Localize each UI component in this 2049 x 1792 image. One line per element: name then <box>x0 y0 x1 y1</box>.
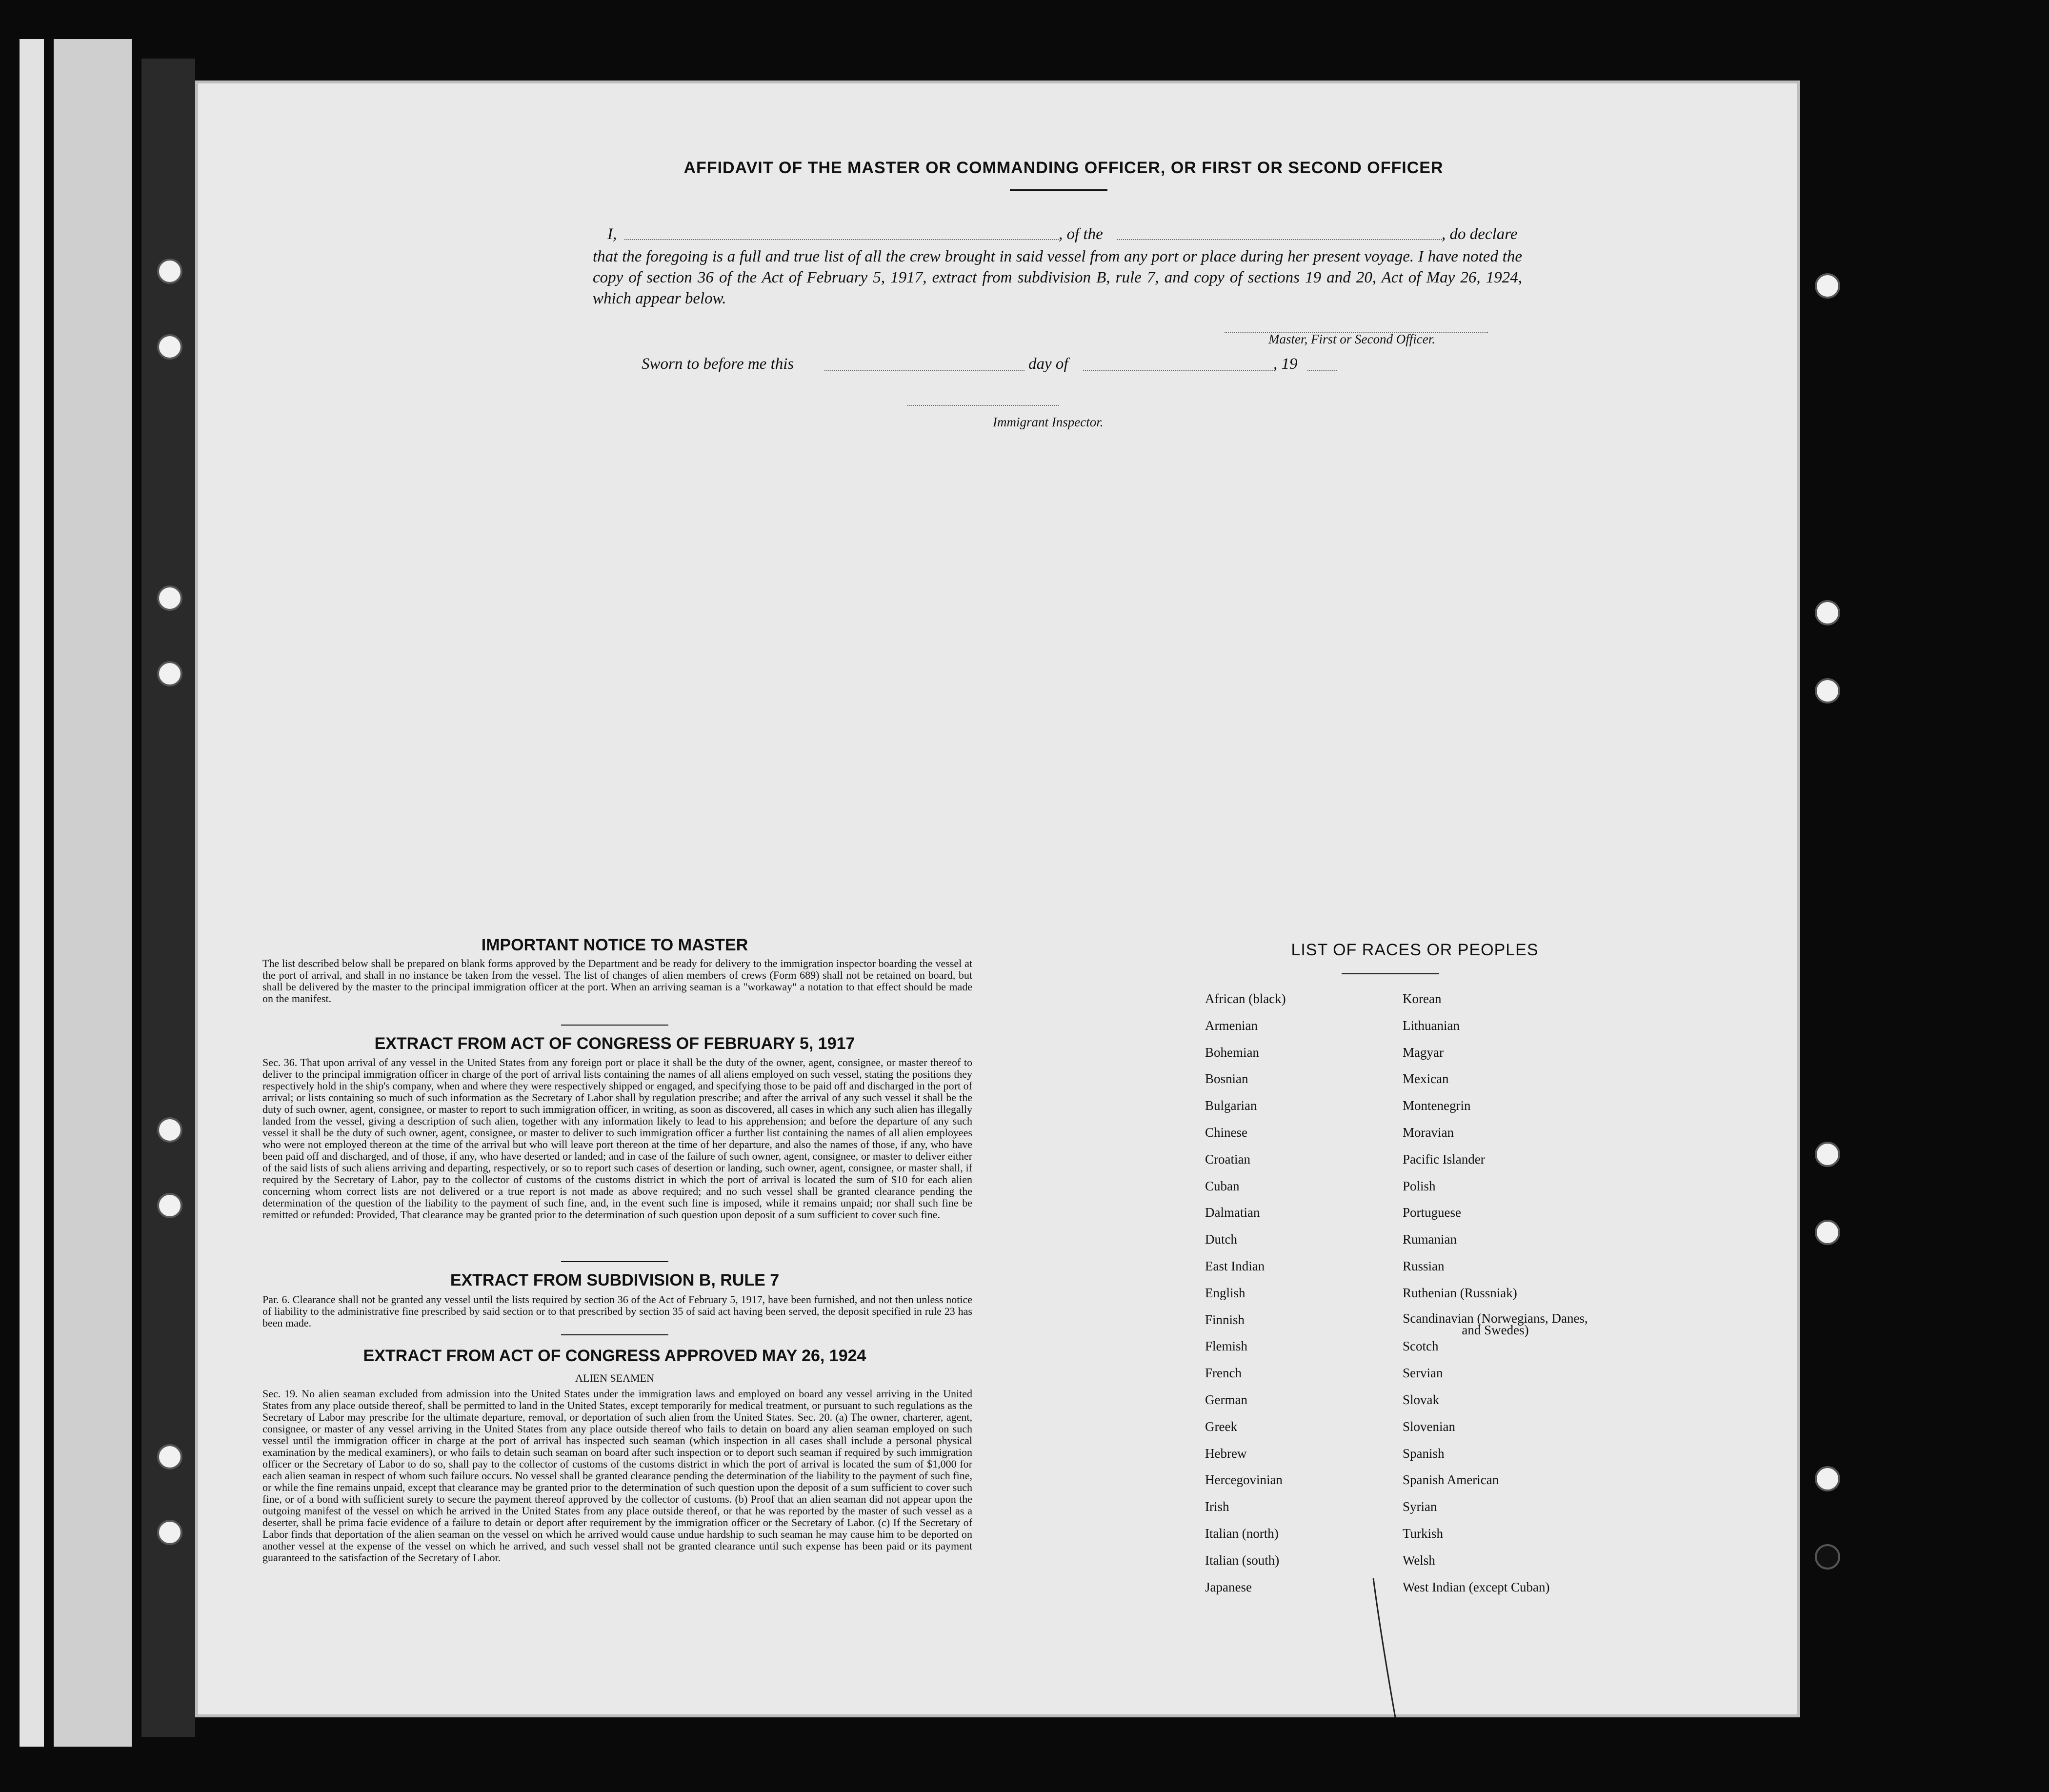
race-item: Finnish <box>1205 1312 1245 1327</box>
notice-text: The list described below shall be prepared on blank forms approved by the Department and be ready for delivery to the immigration inspector boarding the vessel at the port of arrival, and shall in no instance be taken from the vessel. The list of changes of alien members of crews (Form 689) shall not be retained on board, but shall be delivered by the master to the principal immigration officer at the port. When an arriving seaman is a "workaway" a notation to that effect should be made on the manifest. <box>262 957 972 1005</box>
race-item: Slovenian <box>1403 1419 1455 1434</box>
race-item: Italian (north) <box>1205 1526 1279 1541</box>
punch-hole <box>1815 1142 1840 1167</box>
race-item: English <box>1205 1285 1245 1300</box>
race-item: Korean <box>1403 991 1442 1006</box>
punch-hole <box>157 1444 182 1470</box>
race-item: Turkish <box>1403 1526 1444 1541</box>
race-item: Flemish <box>1205 1339 1248 1354</box>
master-label: Master, First or Second Officer. <box>1268 332 1435 346</box>
punch-hole <box>157 1193 182 1218</box>
race-item: German <box>1205 1392 1247 1407</box>
notice-title: IMPORTANT NOTICE TO MASTER <box>481 936 748 954</box>
race-item: Servian <box>1403 1366 1443 1381</box>
race-item: Mexican <box>1403 1071 1449 1087</box>
race-item: Lithuanian <box>1403 1018 1460 1033</box>
race-item: Irish <box>1205 1499 1229 1514</box>
punch-hole <box>1815 1220 1840 1245</box>
binder-edge-left <box>20 39 44 1747</box>
punch-hole <box>1815 678 1840 704</box>
race-item: West Indian (except Cuban) <box>1403 1579 1550 1594</box>
affidavit-of-the: , of the <box>1059 225 1103 243</box>
day-of-text: day of <box>1028 355 1068 373</box>
race-item: Scandinavian (Norwegians, Danes, and Swedes) <box>1403 1310 1588 1337</box>
race-item: Syrian <box>1403 1499 1437 1514</box>
race-item: Scotch <box>1403 1339 1439 1354</box>
rule7-rule <box>561 1334 668 1335</box>
race-item: Portuguese <box>1403 1205 1461 1220</box>
affidavit-do-declare: , do declare <box>1442 225 1518 243</box>
binder-edge-stack <box>54 39 132 1747</box>
punch-hole <box>1815 600 1840 625</box>
affidavit-i: I, <box>607 225 617 243</box>
affidavit-title: AFFIDAVIT OF THE MASTER OR COMMANDING OFFICER, OR FIRST OR SECOND OFFICER <box>683 159 1444 177</box>
extract-1917-title: EXTRACT FROM ACT OF CONGRESS OF FEBRUARY 5, 1917 <box>374 1034 855 1053</box>
races-rule <box>1342 973 1439 974</box>
punch-hole <box>1815 1544 1840 1570</box>
punch-hole <box>157 334 182 360</box>
pen-stroke <box>1371 1576 1400 1722</box>
race-item: Slovak <box>1403 1392 1440 1407</box>
alien-seamen-subtitle: ALIEN SEAMEN <box>575 1372 654 1384</box>
race-item: African (black) <box>1205 991 1286 1006</box>
race-item: Croatian <box>1205 1151 1250 1167</box>
race-item: Bulgarian <box>1205 1098 1257 1113</box>
inspector-label: Immigrant Inspector. <box>993 415 1104 429</box>
punch-hole <box>157 1520 182 1545</box>
title-rule <box>1010 189 1107 191</box>
affidavit-body: that the foregoing is a full and true list of all the crew brought in said vessel from any port or place during her present voyage. I have noted the copy of section 36 of the Act of February 5, 1917, extract from subdivision B, rule 7, and copy of sections 19 and 20, Act of May 26, 1924, which appear below. <box>593 248 1522 307</box>
race-item: Cuban <box>1205 1178 1240 1193</box>
punch-hole <box>157 259 182 284</box>
race-item: Chinese <box>1205 1125 1247 1140</box>
binder-spine <box>141 59 195 1737</box>
race-item: Polish <box>1403 1178 1436 1193</box>
race-item: French <box>1205 1366 1242 1381</box>
race-item: Moravian <box>1403 1125 1454 1140</box>
inspector-signature-line <box>907 405 1059 406</box>
punch-hole <box>1815 273 1840 299</box>
punch-hole <box>1815 1466 1840 1491</box>
race-item: Bosnian <box>1205 1071 1248 1087</box>
race-item: Spanish <box>1403 1446 1445 1461</box>
sworn-text: Sworn to before me this <box>642 355 794 373</box>
punch-hole <box>157 661 182 686</box>
race-item: Greek <box>1205 1419 1237 1434</box>
race-item: Italian (south) <box>1205 1552 1280 1568</box>
race-item: Armenian <box>1205 1018 1258 1033</box>
race-item: Magyar <box>1403 1045 1444 1060</box>
extract-1924-title: EXTRACT FROM ACT OF CONGRESS APPROVED MAY 26, 1924 <box>363 1347 866 1365</box>
race-item: Welsh <box>1403 1552 1435 1568</box>
sworn-day-blank <box>824 370 1024 371</box>
name-blank <box>624 239 1059 240</box>
race-item: Ruthenian (Russniak) <box>1403 1285 1517 1300</box>
race-item: East Indian <box>1205 1259 1265 1273</box>
race-item: Dutch <box>1205 1232 1237 1247</box>
race-item: Spanish American <box>1403 1472 1499 1488</box>
rule7-text: Par. 6. Clearance shall not be granted any vessel until the lists required by section 36 of the Act of February 5, 1917, have been furnished, and not then unless notice of liability to the administrative fine prescribed by said section or to that prescribed by section 35 of said act having been served, the deposit specified in rule 23 has been made. <box>262 1293 972 1329</box>
sworn-month-blank <box>1083 370 1273 371</box>
year-prefix: , 19 <box>1273 355 1298 373</box>
extract-rule <box>561 1261 668 1262</box>
race-item: Russian <box>1403 1259 1445 1273</box>
race-item: Pacific Islander <box>1403 1151 1485 1167</box>
vessel-blank <box>1117 239 1444 240</box>
extract-1924-text: Sec. 19. No alien seaman excluded from admission into the United States under the immigration laws and employed on board any vessel arriving in the United States from any place outside thereof, shall be permitted to land in the United States, except temporarily for medical treatment, or pursuant to such regulations as the Secretary of Labor may prescribe for the ultimate departure, removal, or deportation of such alien from the United States. Sec. 20. (a) The owner, charterer, agent, consignee, or master of any vessel arriving in the United States from any place outside thereof who fails to detain on board any alien seaman employed on such vessel until the immigration officer in charge at the port of arrival has inspected such seaman (which inspection in all cases shall include a personal physical examination by the medical examiners), or who fails to detain such seaman on board after such inspection or to deport such seaman if required by such immigration officer or the Secretary of Labor to do so, shall pay to the collector of customs of the customs district in which the port of arrival is located the sum of $1,000 for each alien seaman in respect of whom such failure occurs. No vessel shall be granted clearance pending the determination of the liability to the payment of such fine, or while the fine remains unpaid, except that clearance may be granted prior to the determination of such question upon the deposit of a sum sufficient to cover such fine, or of a bond with sufficient surety to secure the payment thereof approved by the collector of customs. (b) Proof that an alien seaman did not appear upon the outgoing manifest of the vessel on which he arrived in the United States from any place outside thereof, or that he was reported by the master of such vessel as a deserter, shall be prima facie evidence of a failure to detain or deport after requirement by the immigration officer or the Secretary of Labor. (c) If the Secretary of Labor finds that deportation of the alien seaman on the vessel on which he arrived would cause undue hardship to such seaman he may cause him to be deported on another vessel at the expense of the vessel on which he arrived, and such vessel shall not be granted clearance until such expense has been paid or its payment guaranteed to the satisfaction of the Secretary of Labor. <box>262 1388 972 1564</box>
race-item: Bohemian <box>1205 1045 1259 1060</box>
race-item: Hebrew <box>1205 1446 1247 1461</box>
race-item: Dalmatian <box>1205 1205 1260 1220</box>
rule7-title: EXTRACT FROM SUBDIVISION B, RULE 7 <box>450 1271 780 1289</box>
notice-rule <box>561 1025 668 1026</box>
race-item: Montenegrin <box>1403 1098 1471 1113</box>
races-title: LIST OF RACES OR PEOPLES <box>1291 941 1539 959</box>
race-item: Rumanian <box>1403 1232 1457 1247</box>
race-item: Japanese <box>1205 1579 1252 1594</box>
year-blank <box>1307 370 1337 371</box>
punch-hole <box>157 1117 182 1143</box>
extract-1917-text: Sec. 36. That upon arrival of any vessel in the United States from any foreign port or place it shall be the duty of the owner, agent, consignee, or master thereof to deliver to the principal immigration officer in charge of the port of arrival lists containing the names of all aliens employed on such vessel, stating the positions they respectively hold in the ship's company, when and where they were respectively shipped or engaged, and specifying those to be paid off and discharged in the port of arrival; or lists containing so much of such information as the Secretary of Labor shall by regulation prescribe; and after the arrival of any such vessel it shall be the duty of such owner, agent, consignee, or master to report to such immigration officer, in writing, as soon as discovered, all cases in which any such alien has illegally landed from the vessel, giving a description of such alien, together with any information likely to lead to his apprehension; and before the departure of any such vessel it shall be the duty of such owner, agent, consignee, or master to deliver to such immigration officer a further list containing the names of all alien employees who were not employed thereon at the time of the arrival but who will leave port thereon at the time of her departure, and also the names of those, if any, who have been paid off and discharged, and of those, if any, who have deserted or landed; and in case of the failure of such owner, agent, consignee, or master to deliver either of the said lists of such aliens arriving and departing, respectively, or so to report such cases of desertion or landing, such owner, agent, consignee, or master shall, if required by the Secretary of Labor, pay to the collector of customs of the customs district in which the port of arrival is located the sum of $10 for each alien concerning whom correct lists are not delivered or a true report is not made as above required; and no such vessel shall be granted clearance pending the determination of the question of the liability to the payment of such fine, and, in the event such fine is imposed, while it remains unpaid; nor shall such fine be remitted or refunded: Provided, That clearance may be granted prior to the determination of such question upon deposit of a sum sufficient to cover such fine. <box>262 1056 972 1221</box>
race-item: Hercegovinian <box>1205 1472 1283 1488</box>
punch-hole <box>157 585 182 611</box>
